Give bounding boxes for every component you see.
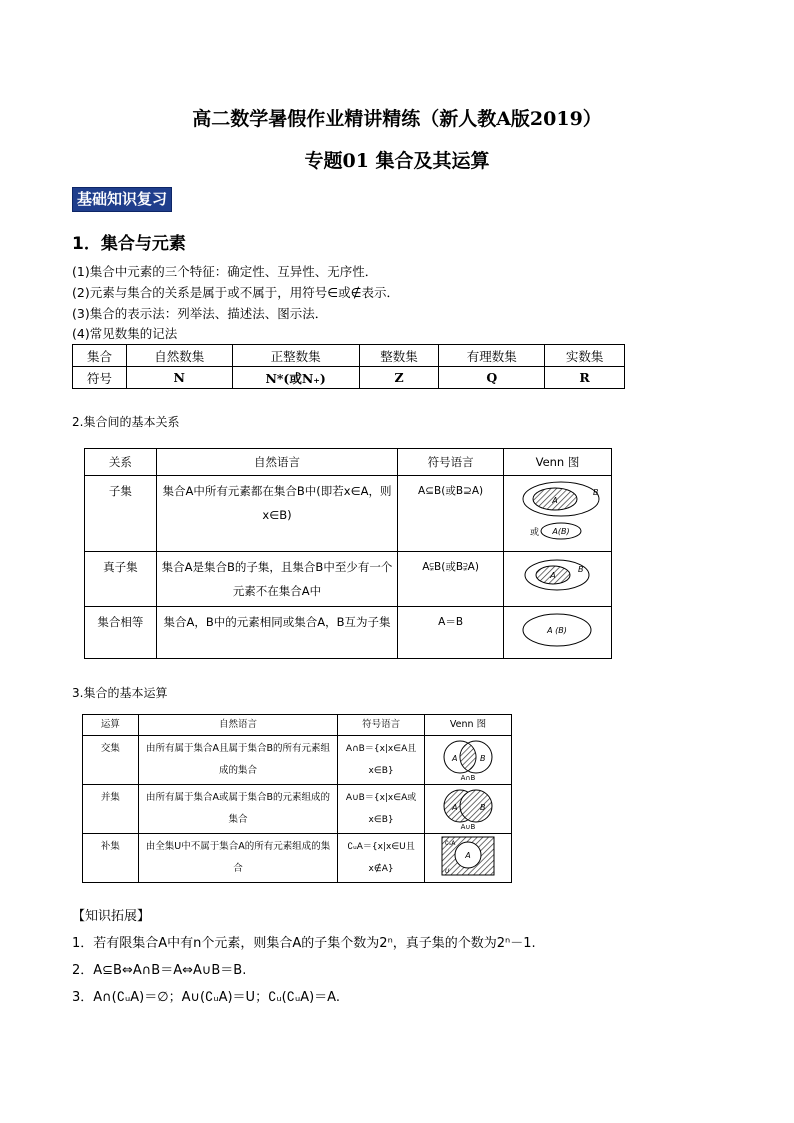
table-row bbox=[83, 834, 512, 883]
table-cell: 真子集 bbox=[85, 552, 157, 607]
venn-label: A bbox=[452, 754, 458, 763]
section3-heading: 3.集合的基本运算 bbox=[72, 686, 168, 700]
venn-label: B bbox=[578, 565, 584, 574]
section1-heading: 1．集合与元素 bbox=[72, 234, 186, 254]
extension-heading: 【知识拓展】 bbox=[72, 909, 151, 924]
table-cell: 集合 bbox=[73, 345, 127, 367]
extension-item-1: 1．若有限集合A中有n个元素，则集合A的子集个数为2ⁿ，真子集的个数为2ⁿ－1. bbox=[72, 936, 536, 951]
table-cell: 有理数集 bbox=[439, 345, 545, 367]
table-row bbox=[85, 607, 612, 659]
extension-item-2: 2．A⊆B⇔A∩B＝A⇔A∪B＝B. bbox=[72, 963, 247, 978]
table-row bbox=[83, 736, 512, 785]
intersection-venn-diagram bbox=[428, 737, 508, 781]
table-cell: A⫋B(或B⫌A) bbox=[398, 552, 504, 607]
venn-label: ∁ᵤA bbox=[445, 840, 456, 847]
section2-heading: 2.集合间的基本关系 bbox=[72, 415, 180, 429]
venn-label: A(B) bbox=[552, 527, 571, 536]
complement-venn-diagram bbox=[428, 835, 508, 879]
table-cell: 交集 bbox=[83, 736, 139, 785]
table-cell: 符号 bbox=[73, 367, 127, 389]
table-cell: A∪B＝{x|x∈A或x∈B} bbox=[338, 785, 425, 834]
venn-label: B bbox=[593, 488, 599, 497]
table-header-cell: 符号语言 bbox=[338, 715, 425, 736]
section1-item-4: (4)常见数集的记法 bbox=[72, 326, 178, 341]
table-header-cell: Venn 图 bbox=[503, 449, 611, 476]
table-cell: 集合A，B中的元素相同或集合A，B互为子集 bbox=[156, 607, 397, 659]
venn-label: A bbox=[465, 851, 471, 860]
table-row bbox=[83, 715, 512, 736]
section1-item-3: (3)集合的表示法：列举法、描述法、图示法． bbox=[72, 306, 328, 321]
union-venn-diagram bbox=[428, 786, 508, 830]
table-cell: R bbox=[545, 367, 625, 389]
table-header-cell: 自然语言 bbox=[138, 715, 337, 736]
table-cell: 正整数集 bbox=[232, 345, 359, 367]
table-cell: Z bbox=[359, 367, 439, 389]
table-cell: 整数集 bbox=[359, 345, 439, 367]
table-cell: 子集 bbox=[85, 476, 157, 552]
proper-subset-venn-diagram bbox=[509, 555, 605, 595]
table-cell: A⊆B(或B⊇A) bbox=[398, 476, 504, 552]
section1-item-1: (1)集合中元素的三个特征：确定性、互异性、无序性． bbox=[72, 264, 378, 279]
venn-label: A (B) bbox=[547, 626, 568, 635]
venn-cell bbox=[425, 785, 512, 834]
table-row bbox=[73, 345, 625, 367]
table-cell: A∩B＝{x|x∈A且x∈B} bbox=[338, 736, 425, 785]
table-cell: Q bbox=[439, 367, 545, 389]
venn-cell bbox=[425, 834, 512, 883]
relations-table bbox=[84, 448, 612, 659]
venn-cell bbox=[503, 476, 611, 552]
table-cell: 并集 bbox=[83, 785, 139, 834]
table-cell: N*(或N₊) bbox=[232, 367, 359, 389]
document-subtitle: 专题01 集合及其运算 bbox=[304, 150, 490, 172]
table-header-cell: 符号语言 bbox=[398, 449, 504, 476]
venn-caption: A∪B bbox=[460, 823, 476, 830]
table-cell: 实数集 bbox=[545, 345, 625, 367]
venn-label: B bbox=[480, 754, 486, 763]
venn-label: A bbox=[550, 571, 557, 580]
venn-label: A bbox=[452, 803, 458, 812]
subset-venn-diagram bbox=[509, 479, 605, 543]
table-cell: A＝B bbox=[398, 607, 504, 659]
extension-item-3: 3．A∩(∁ᵤA)＝∅；A∪(∁ᵤA)＝U；∁ᵤ(∁ᵤA)＝A. bbox=[72, 990, 340, 1005]
venn-cell bbox=[425, 736, 512, 785]
table-cell: 集合A中所有元素都在集合B中(即若x∈A，则x∈B) bbox=[156, 476, 397, 552]
number-set-table bbox=[72, 344, 625, 389]
operations-table bbox=[82, 714, 512, 883]
table-row bbox=[85, 449, 612, 476]
venn-label: U bbox=[445, 868, 450, 875]
venn-label: 或 bbox=[530, 528, 540, 538]
table-cell: 补集 bbox=[83, 834, 139, 883]
table-row bbox=[83, 785, 512, 834]
table-cell: 由所有属于集合A且属于集合B的所有元素组成的集合 bbox=[138, 736, 337, 785]
venn-label: A bbox=[552, 496, 559, 505]
venn-label: B bbox=[480, 803, 486, 812]
venn-cell bbox=[503, 607, 611, 659]
equal-sets-venn-diagram bbox=[509, 610, 605, 650]
table-row bbox=[85, 476, 612, 552]
table-cell: 自然数集 bbox=[126, 345, 232, 367]
venn-caption: A∩B bbox=[460, 774, 476, 781]
table-cell: 集合相等 bbox=[85, 607, 157, 659]
section1-item-2: (2)元素与集合的关系是属于或不属于，用符号∈或∉表示． bbox=[72, 285, 399, 300]
table-row bbox=[85, 552, 612, 607]
table-row bbox=[73, 367, 625, 389]
table-header-cell: 自然语言 bbox=[156, 449, 397, 476]
table-cell: N bbox=[126, 367, 232, 389]
section-badge: 基础知识复习 bbox=[72, 187, 172, 212]
document-title: 高二数学暑假作业精讲精练（新人教A版2019） bbox=[192, 108, 602, 130]
table-cell: 由所有属于集合A或属于集合B的元素组成的集合 bbox=[138, 785, 337, 834]
table-cell: 集合A是集合B的子集，且集合B中至少有一个元素不在集合A中 bbox=[156, 552, 397, 607]
table-header-cell: 关系 bbox=[85, 449, 157, 476]
table-cell: 由全集U中不属于集合A的所有元素组成的集合 bbox=[138, 834, 337, 883]
venn-cell bbox=[503, 552, 611, 607]
table-header-cell: Venn 图 bbox=[425, 715, 512, 736]
table-cell: ∁ᵤA＝{x|x∈U且x∉A} bbox=[338, 834, 425, 883]
table-header-cell: 运算 bbox=[83, 715, 139, 736]
